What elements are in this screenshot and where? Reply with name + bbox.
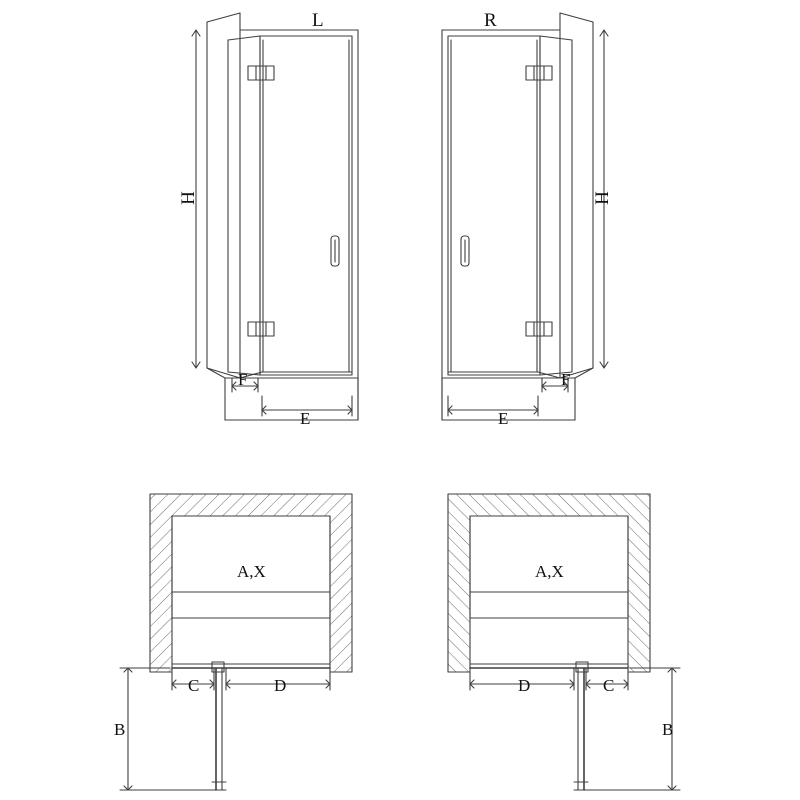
plan-left-fixed-width-label: C xyxy=(188,676,200,695)
elevation-right-group xyxy=(442,13,608,420)
elevation-right-height-label: H xyxy=(591,191,613,205)
plan-right-recess-label: A,X xyxy=(535,562,564,581)
plan-left-recess-label: A,X xyxy=(237,562,266,581)
plan-right-door-width-label: D xyxy=(518,676,531,695)
plan-left-depth-label: B xyxy=(114,720,126,739)
plan-left-group xyxy=(120,494,352,790)
plan-right-group xyxy=(448,494,680,790)
elevation-right-fixed-panel-label: F xyxy=(561,370,571,389)
elevation-right-door-panel-label: E xyxy=(498,409,509,428)
elevation-left-group xyxy=(192,13,358,420)
elevation-left-fixed-panel-label: F xyxy=(238,370,248,389)
elevation-left-height-label: H xyxy=(177,191,199,205)
plan-right-fixed-width-label: C xyxy=(603,676,615,695)
elevation-left-variant-label: L xyxy=(312,10,324,31)
plan-left-door-width-label: D xyxy=(274,676,287,695)
elevation-left-door-panel-label: E xyxy=(300,409,311,428)
elevation-right-variant-label: R xyxy=(484,10,497,31)
plan-right-depth-label: B xyxy=(662,720,674,739)
